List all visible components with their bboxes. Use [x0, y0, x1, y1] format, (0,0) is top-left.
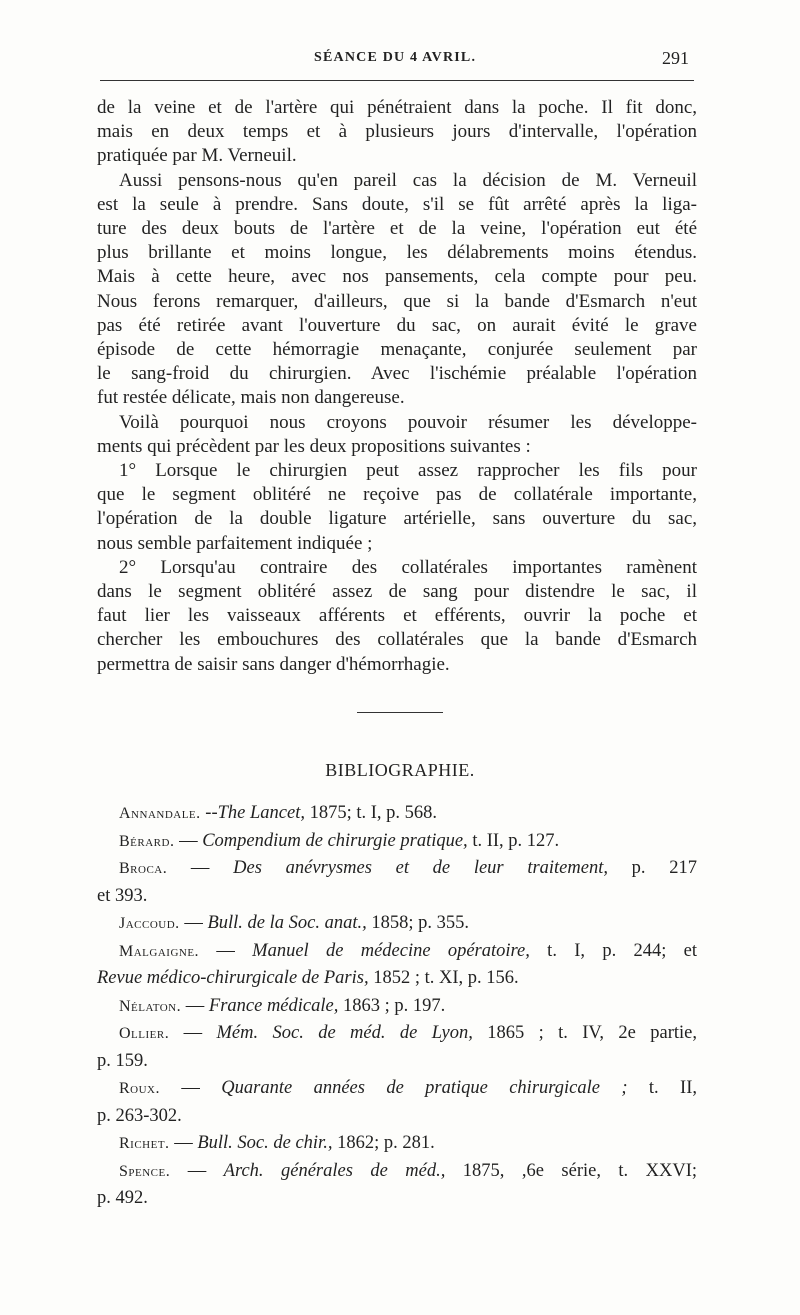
- bib-author: Ollier.: [119, 1025, 170, 1042]
- bib-details: 1875; t. I, p. 568.: [304, 803, 438, 823]
- bib-details: 1863 ; p. 197.: [338, 995, 446, 1016]
- text-line: est la seule à prendre. Sans doute, s'il se fût arrêté après la liga-: [97, 193, 697, 215]
- text-line: 2° Lorsqu'au contraire des collatérales importantes ramènent: [119, 556, 697, 578]
- bib-author: Roux.: [119, 1080, 161, 1097]
- bib-title: Quarante années de pratique chirurgicale ;: [221, 1078, 628, 1098]
- bib-title: Bull. de la Soc. anat.,: [207, 913, 367, 933]
- bib-line: [97, 993, 697, 1021]
- bibliography-heading: BIBLIOGRAPHIE.: [325, 760, 475, 780]
- bib-title: Des anévrysmes et de leur traitement,: [233, 858, 608, 878]
- running-head: [0, 48, 800, 72]
- bibliography-entry: [97, 1020, 697, 1075]
- bib-line: [97, 910, 697, 938]
- bib-separator: —: [169, 1133, 198, 1153]
- bib-author: Annandale.: [119, 805, 201, 822]
- body-text: [97, 96, 697, 677]
- bib-line: [97, 938, 697, 966]
- page-number: 291: [662, 48, 689, 68]
- bib-line-continued: [97, 965, 697, 993]
- text-line: pas été retirée avant l'ouverture du sac, on aurait évité le grave: [97, 314, 697, 336]
- bib-line: [97, 1130, 697, 1158]
- text-line: de la veine et de l'artère qui pénétraient dans la poche. Il fit donc,: [97, 97, 697, 118]
- bib-author: Jaccoud.: [119, 915, 180, 932]
- bibliography-entry: [97, 938, 697, 993]
- bib-details: 1858; p. 355.: [366, 913, 469, 933]
- bib-details: 1862; p. 281.: [332, 1133, 435, 1153]
- bib-title: France médicale,: [208, 995, 339, 1016]
- bib-author: Broca.: [119, 860, 168, 877]
- bib-separator: —: [160, 1078, 222, 1098]
- bibliography-entry: [97, 828, 697, 856]
- bib-details: 1865 ; t. IV, 2e partie,: [472, 1023, 698, 1043]
- text-line: Voilà pourquoi nous croyons pouvoir résumer les développe-: [119, 411, 697, 433]
- text-line: fut restée délicate, mais non dangereuse.: [97, 387, 405, 409]
- paragraph-4: [97, 459, 697, 556]
- bib-line-continued: p. 492.: [97, 1188, 148, 1208]
- bibliography-list: [97, 800, 697, 1213]
- bib-details: t. I, p. 244; et: [529, 940, 698, 961]
- bib-author: Nélaton.: [119, 997, 182, 1015]
- text-line: l'opération de la double ligature artérielle, sans ouverture du sac,: [97, 508, 697, 530]
- bib-title: Revue médico-chirurgicale de Paris,: [97, 968, 369, 988]
- text-line: faut lier les vaisseaux afférents et efférents, ouvrir la poche et: [97, 605, 697, 627]
- text-line: nous semble parfaitement indiquée ;: [97, 532, 373, 554]
- paragraph-5: [97, 556, 697, 677]
- text-line: ture des deux bouts de l'artère et de la veine, l'opération eut été: [97, 218, 697, 240]
- bib-title: Arch. générales de méd.,: [223, 1160, 446, 1181]
- bib-separator: —: [174, 830, 203, 851]
- text-line: Aussi pensons-nous qu'en pareil cas la décision de M. Verneuil: [119, 169, 697, 191]
- text-line: que le segment oblitéré ne reçoive pas de collatérale importante,: [97, 484, 697, 506]
- header-rule: [100, 80, 694, 81]
- bib-details: 1875, ,6e série, t. XXVI;: [445, 1160, 698, 1181]
- bib-separator: —: [170, 1160, 224, 1181]
- text-line: épisode de cette hémorragie menaçante, conjurée seulement par: [97, 339, 697, 361]
- bib-author: Richet.: [119, 1135, 170, 1152]
- paragraph-1: [97, 96, 697, 169]
- bib-line: [97, 1020, 697, 1048]
- bib-separator: --: [200, 803, 218, 823]
- bibliography-entry: [97, 800, 697, 828]
- text-line: Mais à cette heure, avec nos pansements, cela compte pour peu.: [97, 266, 697, 288]
- text-line: permettra de saisir sans danger d'hémorrhagie.: [97, 653, 450, 675]
- paragraph-3: [97, 411, 697, 459]
- bib-separator: —: [181, 995, 209, 1016]
- bibliography-entry: [97, 1158, 697, 1213]
- bib-line: [97, 828, 697, 856]
- bib-title: The Lancet,: [217, 803, 305, 823]
- text-line: mais en deux temps et à plusieurs jours d'intervalle, l'opération: [97, 121, 697, 143]
- text-line: dans le segment oblitéré assez de sang pour distendre le sac, il: [97, 581, 697, 603]
- bibliography-entry: [97, 910, 697, 938]
- bib-author: Malgaigne.: [119, 942, 200, 960]
- bib-title: Mém. Soc. de méd. de Lyon,: [216, 1023, 473, 1043]
- bibliography-entry: [97, 1075, 697, 1130]
- bib-line-continued: et 393.: [97, 885, 148, 906]
- bib-author: Bérard.: [119, 832, 175, 850]
- bibliography-entry: [97, 1130, 697, 1158]
- bib-author: Spence.: [119, 1162, 171, 1180]
- bib-separator: —: [179, 913, 208, 933]
- bib-separator: —: [199, 940, 253, 961]
- text-line: Nous ferons remarquer, d'ailleurs, que si la bande d'Esmarch n'eut: [97, 290, 697, 312]
- bib-title: Compendium de chirurgie pratique,: [202, 830, 468, 851]
- paragraph-2: [97, 169, 697, 411]
- bib-separator: —: [167, 858, 234, 878]
- bib-line: [97, 1158, 697, 1186]
- bib-title: Bull. Soc. de chir.,: [197, 1133, 333, 1153]
- bib-details: p. 217: [607, 858, 698, 878]
- bib-title: Manuel de médecine opératoire,: [252, 940, 530, 961]
- bib-line: [97, 800, 697, 828]
- bib-details: t. II,: [627, 1078, 697, 1098]
- bib-line: [97, 1075, 697, 1103]
- running-title: SÉANCE DU 4 AVRIL.: [314, 50, 477, 65]
- bib-details: t. II, p. 127.: [467, 830, 560, 851]
- text-line: ments qui précèdent par les deux propositions suivantes :: [97, 435, 531, 457]
- text-line: chercher les embouchures des collatérales que la bande d'Esmarch: [97, 629, 697, 651]
- text-line: pratiquée par M. Verneuil.: [97, 145, 297, 167]
- text-line: 1° Lorsque le chirurgien peut assez rapprocher les fils pour: [119, 460, 697, 482]
- bibliography-entry: [97, 855, 697, 910]
- bib-line-continued: p. 263-302.: [97, 1105, 182, 1126]
- section-divider: [357, 712, 443, 713]
- bib-separator: —: [169, 1023, 217, 1043]
- bibliography-entry: [97, 993, 697, 1021]
- text-line: le sang-froid du chirurgien. Avec l'ischémie préalable l'opération: [97, 363, 697, 385]
- bib-details: 1852 ; t. XI, p. 156.: [368, 968, 519, 988]
- bib-line: [97, 855, 697, 883]
- text-line: plus brillante et moins longue, les délabrements moins étendus.: [97, 242, 697, 264]
- bib-line-continued: p. 159.: [97, 1050, 148, 1071]
